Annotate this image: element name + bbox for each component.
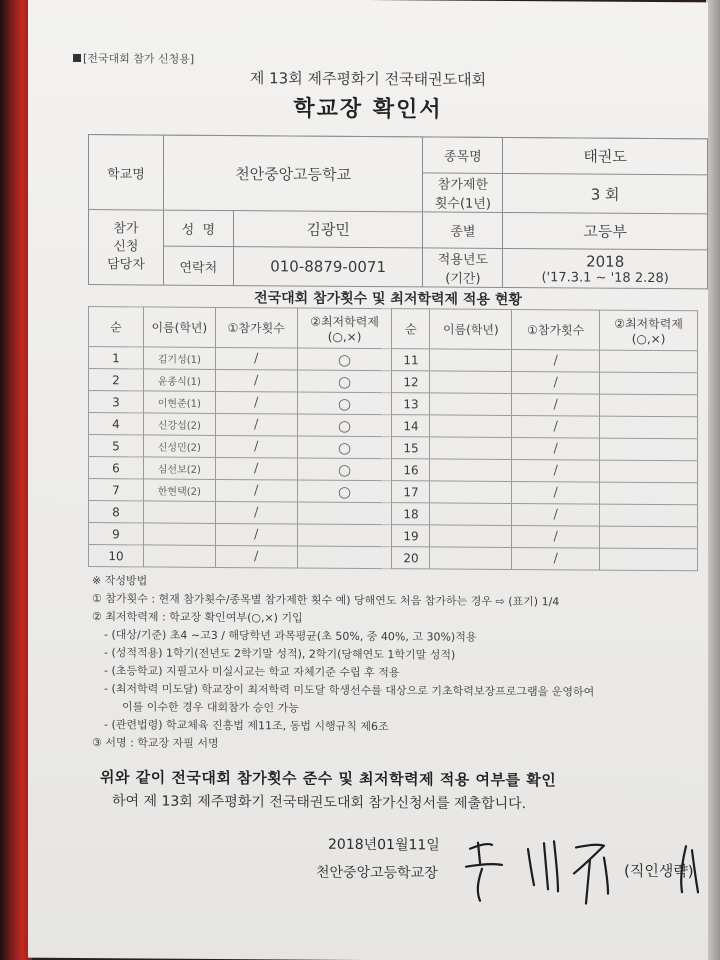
document-title: 학교장 확인서 (293, 96, 443, 123)
cell-no-left: 10 (89, 545, 144, 567)
instruction-2: ② 최저학력제 : 학교장 확인여부(○,×) 기입 (92, 610, 303, 625)
cell-mark-right (600, 482, 698, 505)
cell-count-left: / (215, 523, 297, 546)
instruction-1: ① 참가횟수 : 현재 참가횟수/종목별 참가제한 횟수 예) 당해연도 처음 참가하는 경우 ⇨ (표기) 1/4 (92, 592, 560, 609)
cell-count-left: / (215, 501, 297, 524)
year-label-line-2: (기간) (445, 271, 481, 287)
event-value: 태권도 (503, 137, 708, 174)
cell-count-left: / (215, 457, 297, 480)
cell-mark-left (297, 546, 392, 569)
instruction-2d: - (최저학력 미도달) 학교장이 최저학력 미도달 학생선수를 대상으로 기초학력보장프로그램을 운영하여 (104, 682, 595, 699)
cell-no-left: 7 (89, 479, 144, 501)
cell-mark-right (600, 460, 698, 483)
cell-name-left (143, 545, 215, 568)
cell-name-left: 심선보(2) (143, 457, 215, 480)
cell-no-right: 11 (392, 349, 430, 371)
cell-mark-right (600, 504, 698, 527)
name-label: 성 명 (163, 210, 233, 246)
cell-name-left: 신성민(2) (143, 435, 215, 458)
cell-no-right: 14 (392, 415, 430, 437)
cell-mark-right (600, 548, 698, 571)
cell-name-left (143, 523, 215, 546)
cell-count-left: / (215, 545, 297, 568)
principal-signature (458, 819, 708, 911)
cell-count-left: / (215, 347, 297, 370)
seal-text: (직인생략) (624, 861, 694, 881)
cell-no-left: 8 (89, 501, 144, 523)
background-right-edge (706, 0, 720, 960)
cell-count-right: / (512, 504, 600, 527)
cell-name-right (430, 371, 512, 394)
school-label: 학교명 (89, 135, 164, 211)
section-title: 전국대회 참가횟수 및 최저학력제 적용 현황 (254, 290, 522, 309)
instruction-2a: - (대상/기준) 초4 ~고3 / 해당학년 과목평균(초 50%, 중 40%, 고 30%)적용 (104, 628, 477, 644)
cell-count-left: / (215, 435, 297, 458)
cell-count-right: / (512, 416, 600, 439)
cell-name-left (143, 501, 215, 524)
cell-count-left: / (215, 413, 297, 436)
cell-no-right: 19 (392, 525, 430, 547)
cell-name-right (430, 481, 512, 504)
header-min-grade-line-2: (○,×) (327, 329, 362, 344)
division-value: 고등부 (503, 212, 708, 249)
participation-table (88, 306, 698, 571)
cell-no-right: 18 (392, 503, 430, 525)
cell-mark-left: ○ (297, 480, 392, 503)
header-min-grade-line-2: (○,×) (631, 331, 666, 347)
cell-count-right: / (512, 350, 600, 373)
cell-count-right: / (512, 394, 600, 417)
header-count-right: ①참가횟수 (512, 310, 600, 351)
cell-no-right: 15 (392, 437, 430, 459)
cell-mark-left (297, 524, 392, 547)
cell-mark-right (600, 350, 698, 373)
name-value: 김광민 (233, 211, 423, 248)
cell-name-left: 신강섭(2) (143, 413, 215, 436)
contact-label (89, 210, 164, 286)
instructions-heading: ※ 작성방법 (92, 574, 148, 588)
document-page (28, 0, 708, 960)
cell-name-left: 윤종식(1) (143, 369, 215, 392)
signer-school: 천안중앙고등학교장 (316, 864, 438, 882)
header-min-grade-line-1: ②최저학력제 (614, 316, 683, 332)
cell-no-left: 1 (89, 347, 144, 369)
phone-value: 010-8879-0071 (233, 247, 423, 287)
phone-label: 연락처 (163, 246, 233, 285)
cell-count-left: / (215, 479, 297, 502)
cell-count-right: / (512, 372, 600, 395)
division-label: 종별 (423, 212, 503, 249)
cell-count-right: / (512, 548, 600, 571)
header-min-grade-right (600, 310, 698, 351)
cell-mark-left: ○ (297, 436, 392, 459)
cell-mark-right (600, 526, 698, 549)
cell-name-right (430, 547, 512, 570)
year-label-line-1: 적용년도 (437, 252, 488, 268)
instruction-2d-continued: 이를 이수한 경우 대회참가 승인 가능 (122, 700, 299, 715)
cell-count-right: / (512, 482, 600, 505)
cell-name-left: 김기성(1) (143, 347, 215, 370)
year-value-cell (503, 248, 708, 288)
cell-mark-left: ○ (297, 370, 392, 393)
cell-name-right (430, 459, 512, 482)
instructions (92, 572, 594, 756)
contact-label-line-3: 담당자 (107, 257, 145, 273)
instruction-2e: - (관련법령) 학교체육 진흥법 제11조, 동법 시행규칙 제6조 (104, 718, 389, 734)
limit-label (423, 173, 503, 213)
year-label (423, 248, 503, 288)
header-name-left: 이름(학년) (143, 307, 215, 348)
header-no-left: 순 (89, 307, 144, 347)
cell-no-right: 12 (392, 371, 430, 393)
year-value: 2018 (586, 252, 625, 271)
cell-no-left: 9 (89, 523, 144, 545)
cell-count-left: / (215, 369, 297, 392)
header-no-right: 순 (392, 309, 430, 349)
cell-no-right: 13 (392, 393, 430, 415)
contact-label-line-2: 신청 (113, 239, 139, 255)
cell-no-left: 5 (89, 435, 144, 457)
header-count-left: ①참가횟수 (215, 307, 297, 348)
period-value: ('17.3.1 ~ '18 2.28) (541, 269, 669, 286)
cell-mark-left: ○ (297, 348, 392, 371)
cell-no-left: 2 (89, 369, 144, 391)
instruction-2b: - (성적적용) 1학기(전년도 2학기말 성적), 2학기(당해연도 1학기말 성적) (104, 646, 456, 662)
info-table (88, 134, 708, 289)
cell-name-right (430, 503, 512, 526)
cell-no-right: 16 (392, 459, 430, 481)
cell-no-left: 4 (89, 413, 144, 435)
cell-mark-right (600, 394, 698, 417)
cell-mark-left: ○ (297, 458, 392, 481)
instruction-3: ③ 서명 : 학교장 자필 서명 (92, 736, 219, 750)
cell-name-left: 한현택(2) (143, 479, 215, 502)
cell-no-right: 17 (392, 481, 430, 503)
limit-label-line-2: 횟수(1년) (434, 196, 491, 212)
cell-no-right: 20 (392, 547, 430, 569)
cell-mark-right (600, 438, 698, 461)
cell-mark-left: ○ (297, 414, 392, 437)
contact-label-line-1: 참가 (113, 221, 139, 237)
limit-value: 3 회 (503, 173, 708, 213)
header-min-grade-line-1: ②최저학력제 (310, 314, 379, 330)
declaration-line-1: 위와 같이 전국대회 참가횟수 준수 및 최저학력제 적용 여부를 확인 (100, 768, 557, 790)
cell-name-left: 이현준(1) (143, 391, 215, 414)
cell-no-left: 6 (89, 457, 144, 479)
cell-no-left: 3 (89, 391, 144, 413)
instruction-2c: - (초등학교) 지필고사 미실시교는 학교 자체기준 수립 후 적용 (104, 664, 400, 680)
cell-name-right (430, 349, 512, 372)
cell-mark-left: ○ (297, 392, 392, 415)
table-row (89, 545, 698, 571)
table-header-row (89, 307, 698, 351)
form-tag: [전국대회 참가 신청용] (73, 50, 194, 67)
header-min-grade-left (297, 308, 392, 349)
cell-count-right: / (512, 438, 600, 461)
cell-name-right (430, 415, 512, 438)
declaration-line-2: 하여 제 13회 제주평화기 전국태권도대회 참가신청서를 제출합니다. (112, 793, 527, 813)
cell-mark-right (600, 416, 698, 439)
cell-name-right (430, 525, 512, 548)
signature-date: 2018년01월11일 (328, 836, 440, 854)
cell-name-right (430, 393, 512, 416)
cell-count-right: / (512, 460, 600, 483)
header-name-right: 이름(학년) (430, 309, 512, 350)
cell-count-left: / (215, 391, 297, 414)
cell-name-right (430, 437, 512, 460)
event-label: 종목명 (423, 137, 503, 174)
cell-mark-right (600, 372, 698, 395)
document-subtitle: 제 13회 제주평화기 전국태권도대회 (249, 69, 487, 89)
limit-label-line-1: 참가제한 (437, 177, 488, 193)
school-value: 천안중앙고등학교 (163, 135, 423, 212)
cell-mark-left (297, 502, 392, 525)
cell-count-right: / (512, 526, 600, 549)
